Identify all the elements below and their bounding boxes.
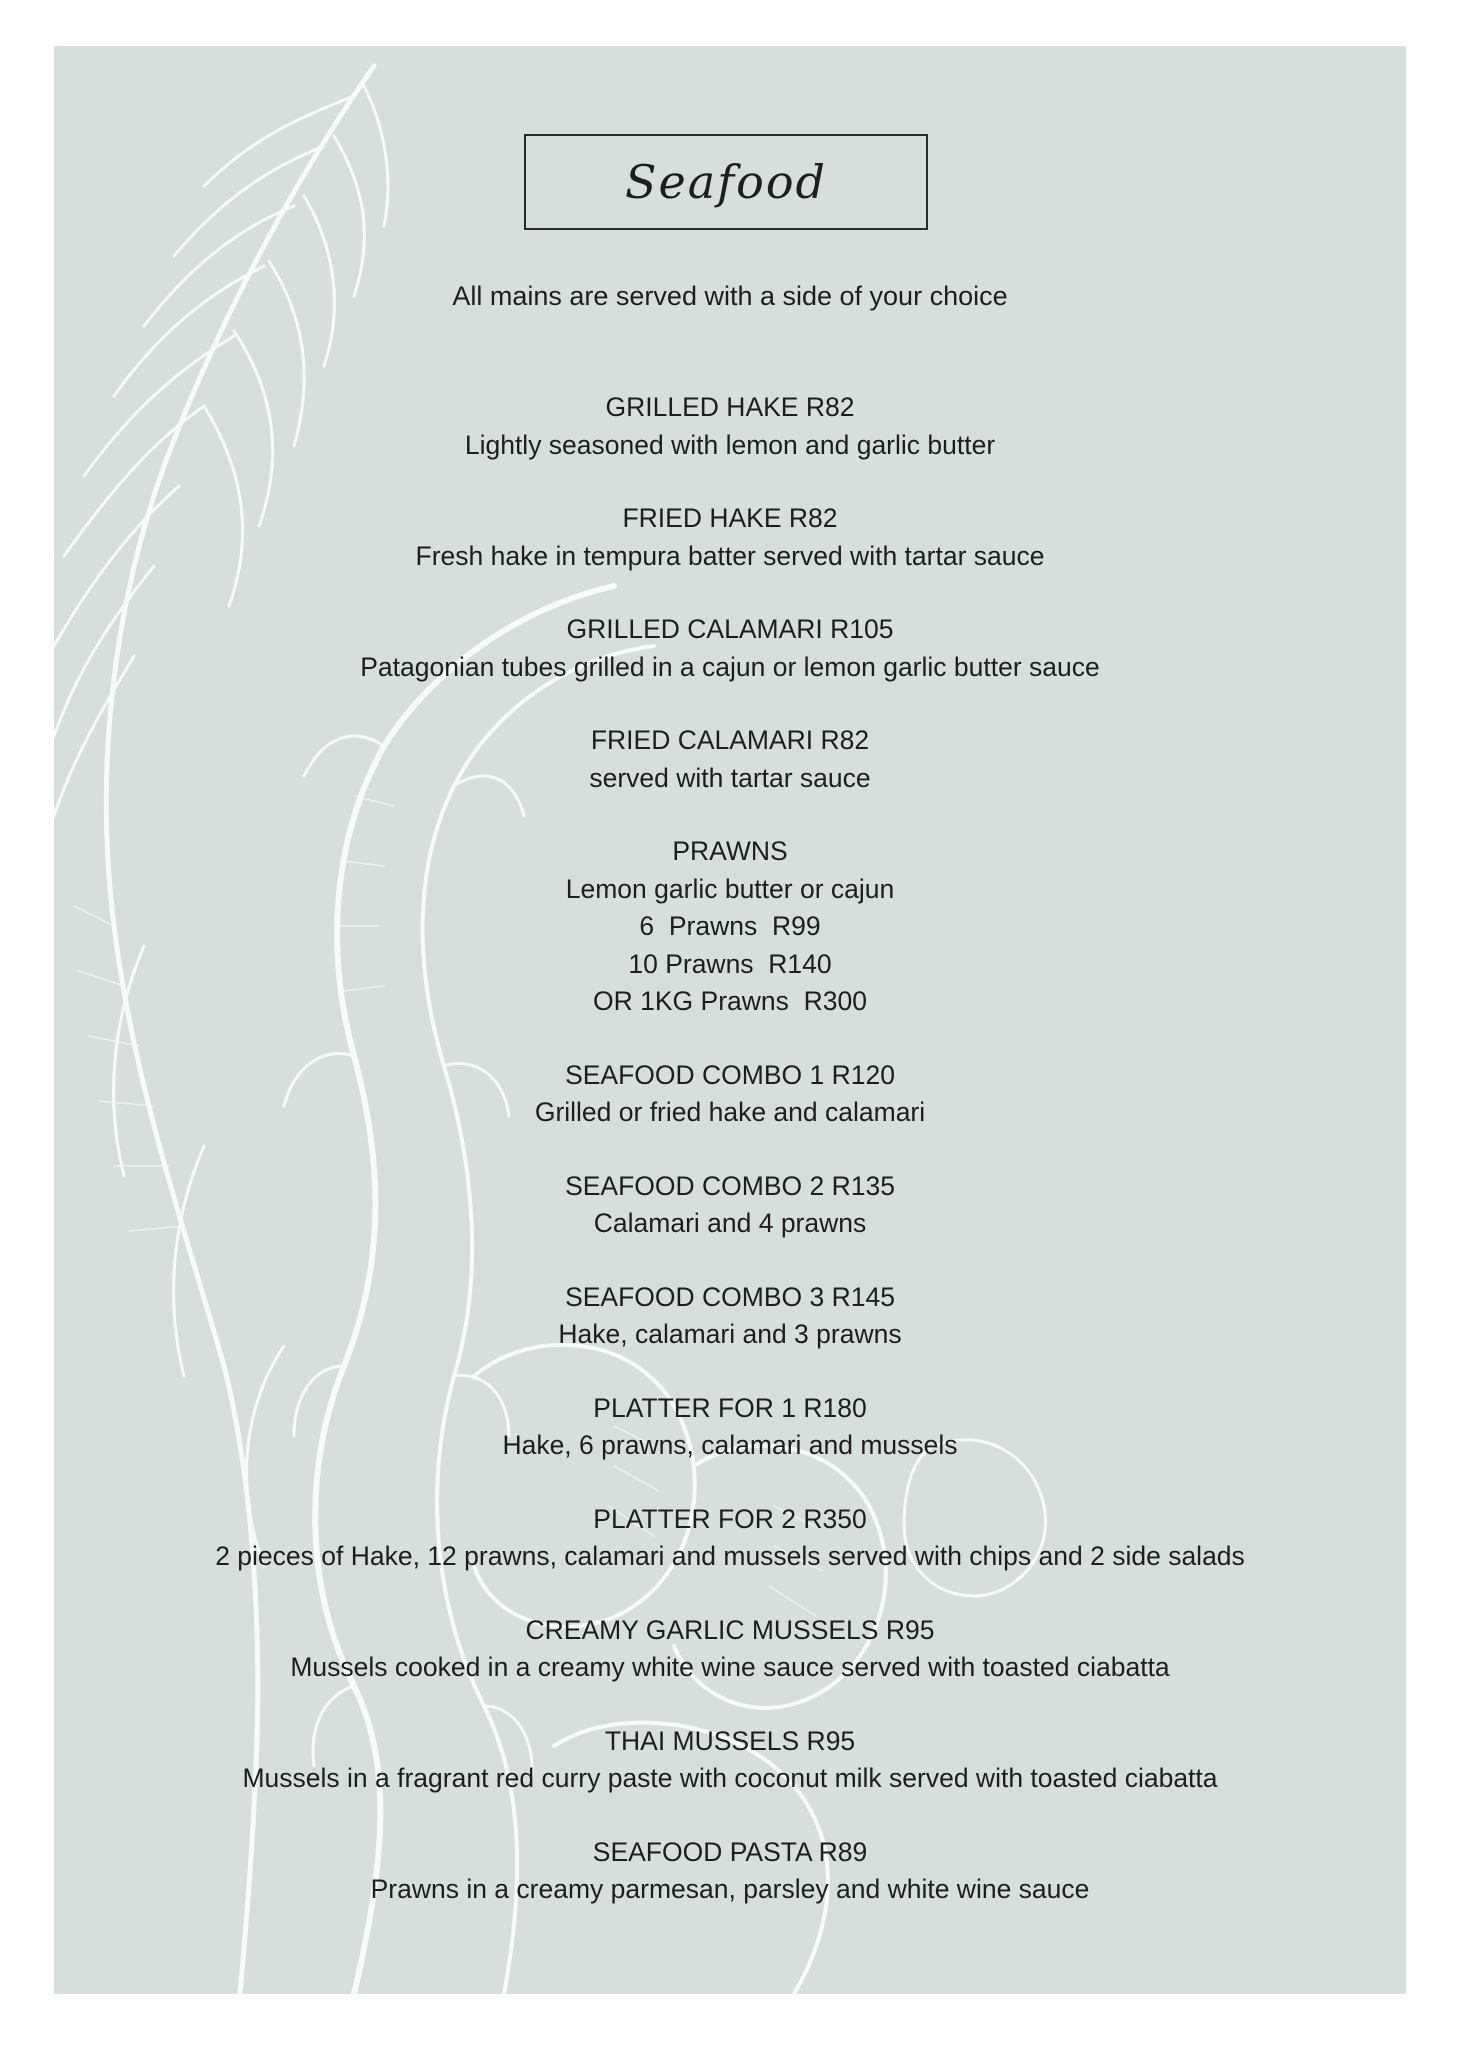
menu-item bbox=[54, 1723, 1406, 1798]
menu-item-description: Patagonian tubes grilled in a cajun or lemon garlic butter sauce bbox=[360, 651, 1100, 682]
menu-item bbox=[54, 1612, 1406, 1687]
menu-item bbox=[54, 722, 1406, 797]
menu-item-name: FRIED CALAMARI R82 bbox=[590, 725, 870, 755]
menu-item-name: THAI MUSSELS R95 bbox=[604, 1725, 856, 1756]
menu-item-description: Calamari and 4 prawns bbox=[593, 1208, 867, 1238]
menu-item-name: FRIED HAKE R82 bbox=[622, 503, 838, 533]
menu-item-name: SEAFOOD PASTA R89 bbox=[592, 1836, 868, 1867]
menu-item-name: PLATTER FOR 2 R350 bbox=[593, 1503, 867, 1534]
menu-item-description: Lemon garlic butter or cajun bbox=[565, 873, 895, 904]
menu-item-name: PLATTER FOR 1 R180 bbox=[593, 1392, 867, 1423]
menu-item bbox=[54, 833, 1406, 1021]
menu-item bbox=[54, 1168, 1406, 1243]
menu-item-description: Lightly seasoned with lemon and garlic butter bbox=[464, 429, 996, 460]
menu-item bbox=[54, 611, 1406, 686]
menu-item-description: Hake, 6 prawns, calamari and mussels bbox=[502, 1430, 958, 1460]
menu-item bbox=[54, 1501, 1406, 1576]
menu-item bbox=[54, 500, 1406, 575]
menu-item-name: GRILLED HAKE R82 bbox=[605, 392, 855, 422]
menu-item-name: CREAMY GARLIC MUSSELS R95 bbox=[525, 1614, 935, 1645]
menu-item-name: SEAFOOD COMBO 2 R135 bbox=[565, 1170, 895, 1201]
menu-item-description: OR 1KG Prawns R300 bbox=[593, 986, 867, 1016]
menu-page bbox=[54, 46, 1406, 1994]
menu-item bbox=[54, 1390, 1406, 1465]
menu-item-description: 2 pieces of Hake, 12 prawns, calamari and mussels served with chips and 2 side salads bbox=[215, 1541, 1245, 1571]
subtitle: All mains are served with a side of your choice bbox=[452, 281, 1008, 311]
menu-item-name: SEAFOOD COMBO 1 R120 bbox=[565, 1059, 895, 1090]
menu-item bbox=[54, 389, 1406, 464]
menu-item-description: Mussels in a fragrant red curry paste with coconut milk served with toasted ciabatta bbox=[242, 1763, 1218, 1793]
menu-item-name: GRILLED CALAMARI R105 bbox=[566, 614, 894, 644]
menu-list bbox=[54, 389, 1406, 1945]
menu-item-description: Fresh hake in tempura batter served with tartar sauce bbox=[415, 540, 1045, 571]
menu-item-description: Prawns in a creamy parmesan, parsley and white wine sauce bbox=[370, 1874, 1090, 1904]
menu-item bbox=[54, 1834, 1406, 1909]
menu-item-description: 10 Prawns R140 bbox=[628, 948, 832, 979]
menu-item bbox=[54, 1279, 1406, 1354]
menu-item-description: Hake, calamari and 3 prawns bbox=[558, 1319, 902, 1349]
menu-item-name: PRAWNS bbox=[672, 836, 788, 866]
menu-item-description: Mussels cooked in a creamy white wine sauce served with toasted ciabatta bbox=[290, 1652, 1170, 1682]
title-box bbox=[524, 134, 928, 230]
menu-item bbox=[54, 1057, 1406, 1132]
menu-item-name: SEAFOOD COMBO 3 R145 bbox=[565, 1281, 895, 1312]
page-title: Seafood bbox=[624, 155, 828, 209]
menu-item-description: Grilled or fried hake and calamari bbox=[534, 1097, 926, 1127]
menu-item-description: served with tartar sauce bbox=[589, 762, 871, 793]
menu-item-description: 6 Prawns R99 bbox=[639, 911, 821, 941]
